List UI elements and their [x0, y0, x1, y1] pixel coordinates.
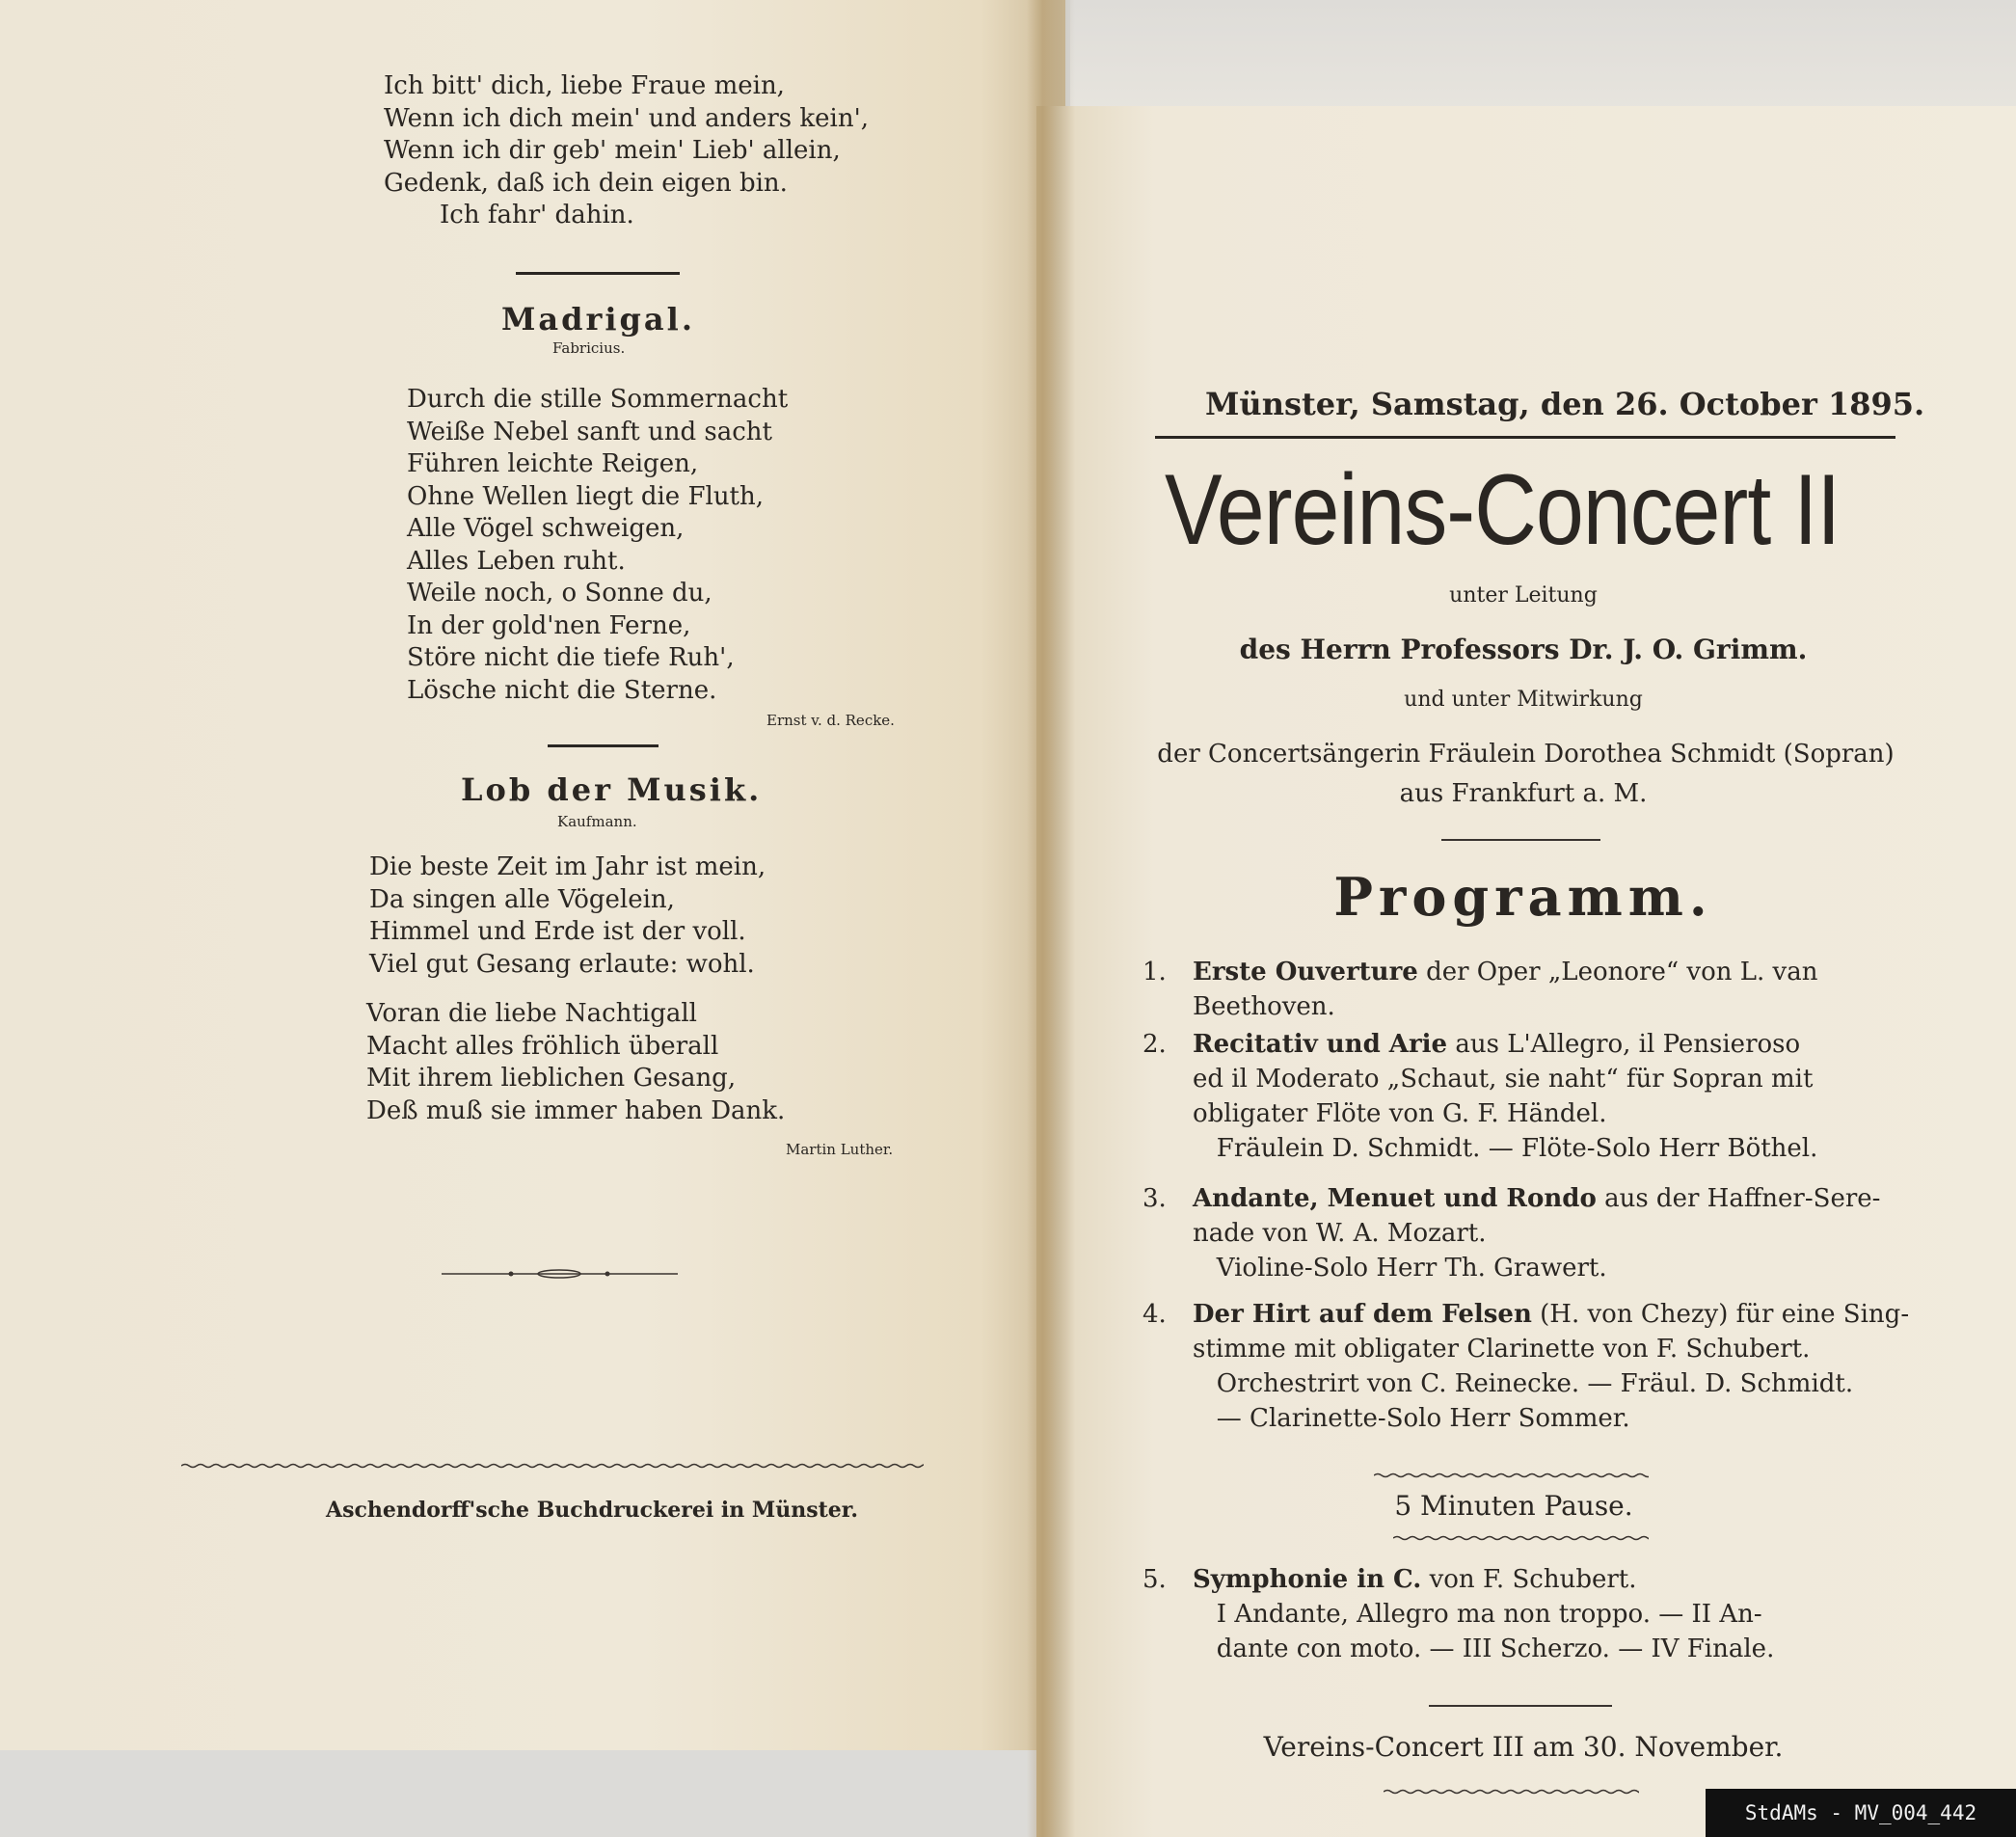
program-item-text: Orchestrirt von C. Reinecke. — Fräul. D. Schmidt. — [1193, 1369, 1854, 1398]
program-item-line — [1193, 1131, 1817, 1166]
lob-composer: Kaufmann. — [557, 813, 637, 830]
wavy-rule — [1393, 1533, 1649, 1543]
program-item-text: aus der Haffner-Sere- — [1596, 1184, 1881, 1213]
madrigal-title: Madrigal. — [501, 301, 695, 338]
program-work-title: Andante, Menuet und Rondo — [1193, 1184, 1597, 1213]
program-item-line — [1193, 1027, 1817, 1062]
program-item-text: obligater Flöte von G. F. Händel. — [1193, 1099, 1607, 1128]
participation-intro: und unter Mitwirkung — [1404, 688, 1643, 712]
program-item-text: (H. von Chezy) für eine Sing- — [1531, 1300, 1910, 1329]
divider — [1441, 839, 1600, 841]
verse-line: Alles Leben ruht. — [407, 546, 626, 576]
program-item-line — [1193, 989, 1817, 1024]
verse-line: Durch die stille Sommernacht — [407, 385, 789, 414]
program-item-line — [1193, 1096, 1817, 1131]
printer-line: Aschendorff'sche Buchdruckerei in Münster. — [326, 1498, 859, 1523]
program-item-text: — Clarinette-Solo Herr Sommer. — [1193, 1404, 1630, 1433]
poem-stanza — [384, 70, 869, 232]
lob-stanza-2 — [366, 998, 785, 1127]
divider — [516, 272, 680, 275]
divider — [1429, 1705, 1612, 1707]
program-item-number: 5. — [1142, 1565, 1167, 1594]
verse-line: Ich fahr' dahin. — [440, 201, 634, 230]
verse-line: Wenn ich dich mein' und anders kein', — [384, 103, 870, 133]
next-concert: Vereins-Concert III am 30. November. — [1263, 1731, 1784, 1763]
verse-line: Deß muß sie immer haben Dank. — [366, 1095, 786, 1125]
verse-line: Störe nicht die tiefe Ruh', — [407, 643, 735, 672]
verse-line: Alle Vögel schweigen, — [407, 514, 685, 543]
madrigal-lines — [407, 384, 788, 707]
program-work-title: Erste Ouverture — [1193, 958, 1418, 986]
verse-line: Ohne Wellen liegt die Fluth, — [407, 481, 765, 511]
program-work-title: Recitativ und Arie — [1193, 1030, 1448, 1059]
program-item-text: der Oper „Leonore“ von L. van — [1417, 958, 1818, 986]
program-item-text: nade von W. A. Mozart. — [1193, 1219, 1487, 1248]
program-heading: Programm. — [1333, 866, 1713, 928]
program-item-line — [1193, 1297, 1909, 1332]
page-fold — [1027, 0, 1075, 1837]
verse-line: Ich bitt' dich, liebe Fraue mein, — [384, 71, 785, 100]
verse-line: Die beste Zeit im Jahr ist mein, — [369, 852, 766, 881]
background-strip — [0, 1750, 1051, 1837]
conductor: des Herrn Professors Dr. J. O. Grimm. — [1239, 634, 1808, 665]
program-item-line — [1193, 1632, 1774, 1666]
lob-author: Martin Luther. — [786, 1141, 894, 1158]
verse-line: Mit ihrem lieblichen Gesang, — [366, 1064, 737, 1093]
verse-line: Führen leichte Reigen, — [407, 449, 699, 478]
program-item-number: 3. — [1142, 1184, 1167, 1213]
program-item-text: Beethoven. — [1193, 992, 1335, 1021]
verse-line: Lösche nicht die Sterne. — [407, 675, 717, 705]
verse-line: Voran die liebe Nachtigall — [366, 999, 698, 1028]
verse-line: Wenn ich dir geb' mein' Lieb' allein, — [384, 136, 841, 165]
program-item-text: ed il Moderato „Schaut, sie naht“ für Sopran mit — [1193, 1065, 1814, 1094]
verse-line: Macht alles fröhlich überall — [366, 1031, 719, 1061]
wavy-rule — [1384, 1787, 1639, 1796]
lob-stanza-1 — [369, 851, 766, 981]
verse-line: Viel gut Gesang erlaute: wohl. — [369, 949, 755, 979]
program-item-text: I Andante, Allegro ma non troppo. — II An- — [1193, 1600, 1762, 1629]
program-work-title: Symphonie in C. — [1193, 1565, 1422, 1594]
dateline-rule — [1155, 436, 1895, 439]
program-item-text: dante con moto. — III Scherzo. — IV Finale. — [1193, 1634, 1775, 1663]
program-item-line — [1193, 1062, 1817, 1096]
program-item-line — [1193, 1251, 1880, 1285]
program-item-number: 2. — [1142, 1030, 1167, 1059]
program-item-line — [1193, 1216, 1880, 1251]
soloist: der Concertsängerin Fräulein Dorothea Schmidt (Sopran) — [1157, 740, 1895, 769]
verse-line: Gedenk, daß ich dein eigen bin. — [384, 168, 788, 198]
conductor-intro: unter Leitung — [1449, 583, 1598, 608]
verse-line: In der gold'nen Ferne, — [407, 610, 691, 640]
verse-line: Weile noch, o Sonne du, — [407, 579, 712, 608]
program-item-line — [1193, 1401, 1909, 1436]
lob-title: Lob der Musik. — [461, 771, 763, 808]
program-item-number: 4. — [1142, 1300, 1167, 1329]
ornament-divider — [442, 1268, 678, 1280]
program-item-text: Fräulein D. Schmidt. — Flöte-Solo Herr Böthel. — [1193, 1134, 1818, 1163]
madrigal-author: Ernst v. d. Recke. — [766, 712, 895, 729]
program-item-number: 1. — [1142, 958, 1167, 986]
program-item-text: aus L'Allegro, il Pensieroso — [1447, 1030, 1801, 1059]
program-item-line — [1193, 1181, 1880, 1216]
pause-note: 5 Minuten Pause. — [1394, 1490, 1633, 1522]
program-item-line — [1193, 1332, 1909, 1366]
madrigal-composer: Fabricius. — [552, 339, 626, 357]
program-item-line — [1193, 955, 1817, 989]
program-item-text: von F. Schubert. — [1421, 1565, 1637, 1594]
wavy-rule — [181, 1461, 924, 1471]
program-item-text: Violine-Solo Herr Th. Grawert. — [1193, 1254, 1607, 1283]
program-item-line — [1193, 1366, 1909, 1401]
soloist-origin: aus Frankfurt a. M. — [1399, 779, 1648, 808]
verse-line: Himmel und Erde ist der voll. — [369, 917, 746, 946]
program-item-text: stimme mit obligater Clarinette von F. Schubert. — [1193, 1335, 1811, 1364]
concert-title: Vereins-Concert II — [1165, 454, 1841, 566]
program-item-line — [1193, 1597, 1774, 1632]
verse-line: Weiße Nebel sanft und sacht — [407, 417, 772, 446]
divider — [548, 744, 659, 747]
wavy-rule — [1374, 1471, 1649, 1480]
verse-line: Da singen alle Vögelein, — [369, 884, 675, 914]
archive-stamp: StdAMs - MV_004_442 — [1706, 1789, 2016, 1837]
program-work-title: Der Hirt auf dem Felsen — [1193, 1300, 1532, 1329]
dateline: Münster, Samstag, den 26. October 1895. — [1205, 386, 1925, 422]
program-item-line — [1193, 1562, 1774, 1597]
